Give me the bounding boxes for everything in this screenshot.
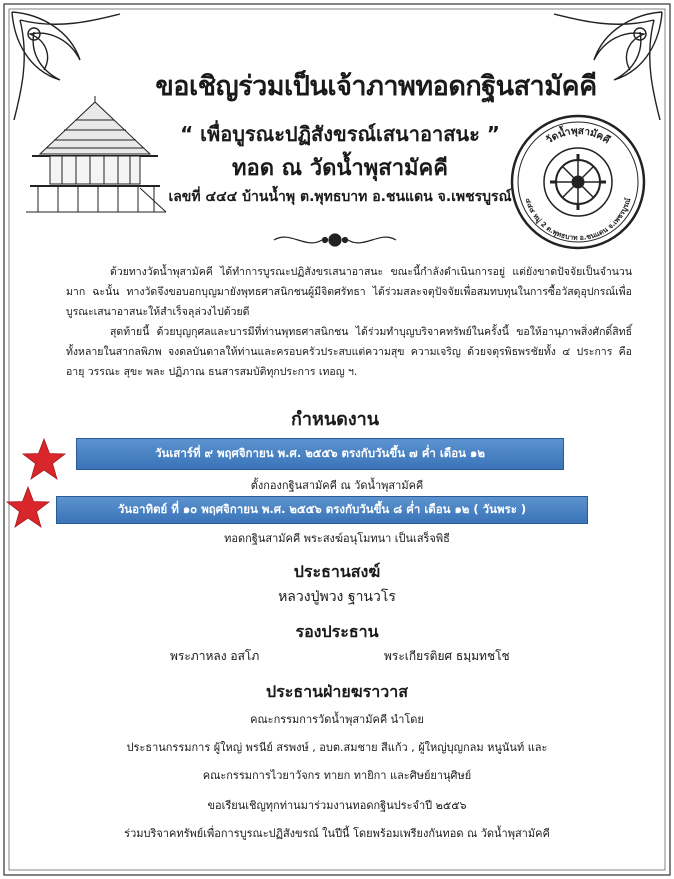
lay-committee-line: คณะกรรมการวัดน้ำพุสามัคคี นำโดย bbox=[250, 713, 424, 726]
blessing-paragraph bbox=[66, 322, 632, 382]
venue-line: ทอด ณ วัดน้ำพุสามัคคี bbox=[232, 156, 448, 181]
thai-house-illustration bbox=[20, 96, 170, 216]
lay-committee-line: ประธานกรรมการ ผู้ใหญ่ พรนีย์ สรพงษ์ , อบต.สมชาย สีแก้ว , ผู้ใหญ่บุญกลม หนูนันท์ และ bbox=[126, 741, 548, 754]
vice-chair-left-name: พระภาหลง อสโภ bbox=[170, 649, 260, 663]
invitation-title: ขอเชิญร่วมเป็นเจ้าภาพทอดกฐินสามัคคี bbox=[155, 71, 597, 102]
star-icon bbox=[22, 438, 66, 480]
intro-paragraph bbox=[66, 262, 632, 322]
sangha-chair-heading: ประธานสงฆ์ bbox=[293, 562, 381, 581]
temple-seal-stamp bbox=[508, 112, 648, 252]
intro-paragraph-text: ด้วยทางวัดน้ำพุสามัคคี ได้ทำการบูรณะปฏิสังขรเสนาอาสนะ ขณะนี้กำลังดำเนินการอยู่ แต่ยังขาดปัจจัยเป็นจำนวนมาก ฉะนั้น ทางวัดจึงขอบอกบุญมายังพุทธศาสนิกชนผู้มีจิตศรัทธา ได้ร่วมสละจตุปัจจัยเพื่อสมทบทุนในการซื้อวัสดุอุปกรณ์เพื่อบูรณะเสนาอาสนะให้สำเร็จลุล่วงไปด้วยดี bbox=[66, 266, 632, 318]
day2-banner: วันอาทิตย์ ที่ ๑๐ พฤศจิกายน พ.ศ. ๒๕๕๖ ตรงกับวันขึ้น ๘ ค่ำ เดือน ๑๒ ( วันพระ ) bbox=[56, 496, 588, 524]
day1-activity: ตั้งกองกฐินสามัคคี ณ วัดน้ำพุสามัคคี bbox=[250, 479, 424, 492]
lay-chair-heading: ประธานฝ่ายฆราวาส bbox=[266, 682, 408, 701]
divider-ornament bbox=[270, 228, 400, 252]
lay-committee-line: คณะกรรมการไวยาวัจกร ทายก ทายิกา และศิษย์ยานุศิษย์ bbox=[202, 769, 472, 782]
day1-banner: วันเสาร์ที่ ๙ พฤศจิกายน พ.ศ. ๒๕๕๖ ตรงกับวันขึ้น ๗ ค่ำ เดือน ๑๒ bbox=[76, 438, 564, 470]
lay-committee-line: ขอเรียนเชิญทุกท่านมาร่วมงานทอดกฐินประจำปี ๒๕๕๖ bbox=[207, 799, 467, 812]
lay-committee-line: ร่วมบริจาคทรัพย์เพื่อการบูรณะปฏิสังขรณ์ ในปีนี้ โดยพร้อมเพรียงกันทอด ณ วัดน้ำพุสามัคคี bbox=[124, 827, 550, 840]
sangha-chair-name: หลวงปู่พวง ฐานวโร bbox=[278, 589, 396, 605]
dharma-wheel-icon bbox=[550, 154, 606, 210]
schedule-heading: กำหนดงาน bbox=[290, 409, 380, 430]
vice-chair-right-name: พระเกียรติยศ ธมฺมทชโช bbox=[384, 649, 510, 663]
seal-top-text: วัดน้ำพุสามัคคี bbox=[544, 125, 612, 147]
purpose-line: “ เพื่อบูรณะปฏิสังขรณ์เสนาอาสนะ ” bbox=[180, 122, 500, 146]
day2-activity: ทอดกฐินสามัคคี พระสงฆ์อนุโมทนา เป็นเสร็จพิธี bbox=[224, 532, 450, 545]
temple-address: เลขที่ ๔๔๔ บ้านน้ำพุ ต.พุทธบาท อ.ชนแดน จ.เพชรบูรณ์ bbox=[168, 189, 512, 205]
seal-bottom-text: ๔๔๔ หมู่ 2 ต.พุทธบาท อ.ชนแดน จ.เพชรบูรณ์ bbox=[523, 197, 633, 243]
star-icon bbox=[6, 486, 50, 528]
blessing-paragraph-text: สุดท้ายนี้ ด้วยบุญกุศลและบารมีที่ท่านพุทธศาสนิกชน ได้ร่วมทำบุญบริจาคทรัพย์ในครั้งนี้ ขอให้อานุภาพสิ่งศักดิ์สิทธิ์ทั้งหลายในสากลพิภพ จงดลบันดาลให้ท่านและครอบครัวประสบแต่ความสุข ความเจริญ ด้วยจตุรพิธพรชัยทั้ง ๔ ประการ คือ อายุ วรรณะ สุขะ พละ ปฏิภาณ ธนสารสมบัติทุกประการ เทอญ ฯ. bbox=[66, 326, 632, 378]
vice-chair-heading: รองประธาน bbox=[295, 622, 379, 641]
